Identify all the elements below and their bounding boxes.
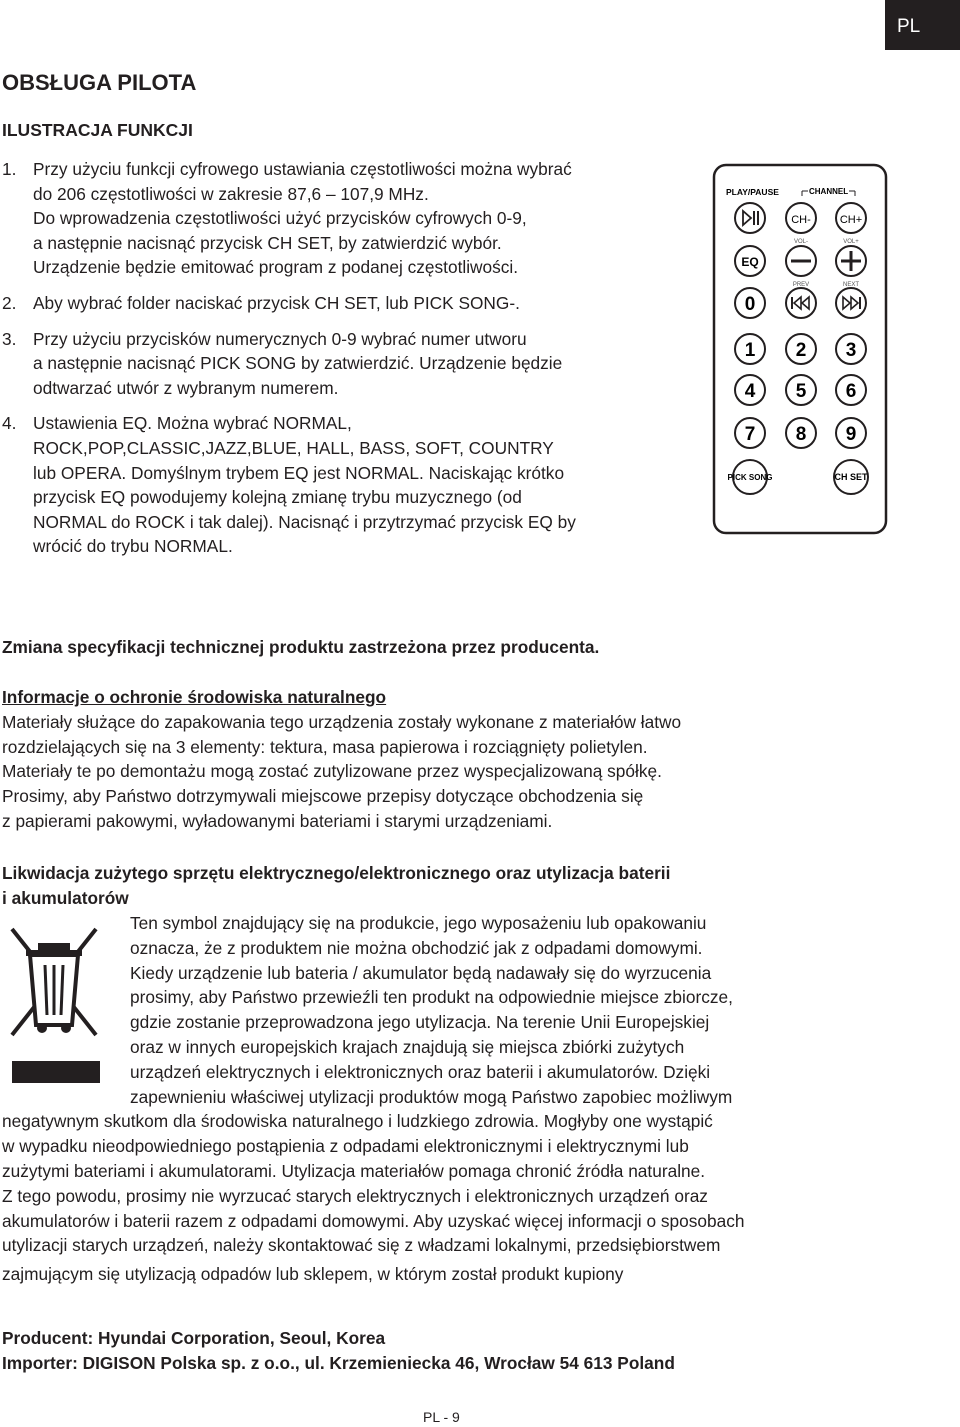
environment-heading: Informacje o ochronie środowiska naturalnego [2,687,387,707]
list-item-line: Aby wybrać folder naciskać przycisk CH SET, lub PICK SONG-. [33,292,520,313]
prev-button [786,288,816,318]
digit-9-label: 9 [845,424,857,445]
disposal-line: akumulatorów i baterii razem z odpadami domowymi. Aby uzyskać więcej informacji o sposobach [2,1210,745,1231]
list-item [2,291,702,316]
next-button [836,288,866,318]
disposal-line: prosimy, aby Państwo przewieźli ten produkt na odpowiednie miejsce zbiorcze, [130,987,733,1008]
list-item-number: 4. [2,413,17,434]
pick-song-button [728,460,773,494]
disposal-line: w wypadku nieodpowiedniego postąpienia z odpadami elektronicznymi i elektrycznymi lub [2,1136,689,1157]
list-item-line: przycisk EQ powodujemy kolejną zmianę trybu muzycznego (od [33,487,522,508]
next-label: NEXT [842,282,860,288]
eq-label: EQ [741,255,759,269]
disposal-heading [2,861,952,911]
digit-1-button [735,334,765,364]
section-title: OBSŁUGA PILOTA [2,70,197,95]
disposal-line: gdzie zostanie przeprowadzona jego utylizacja. Na terenie Unii Europejskiej [130,1012,710,1033]
disposal-line: Ten symbol znajdujący się na produkcie, jego wyposażeniu lub opakowaniu [130,913,707,933]
disposal-line: urządzeń elektrycznych i elektronicznych oraz baterii i akumulatorów. Dzięki [130,1061,711,1082]
list-item-line: ROCK,POP,CLASSIC,JAZZ,BLUE, HALL, BASS, SOFT, COUNTRY [33,437,554,458]
vol-plus-button [836,246,866,276]
digit-9-button [836,418,866,448]
ch-plus-label: CH+ [839,214,863,226]
environment-section [2,685,952,834]
list-item-line: Do wprowadzenia częstotliwości użyć przycisków cyfrowych 0-9, [33,208,527,229]
digit-1-label: 1 [744,340,756,361]
play-pause-button [735,203,765,233]
disposal-line: zużytymi bateriami i akumulatorami. Utylizacja materiałów pomaga chronić źródła naturalne. [2,1160,706,1181]
ch-minus-button [786,203,816,233]
disposal-line: oznacza, że z produktem nie można obchodzić jak z odpadami domowymi. [130,937,703,958]
digit-8-button [786,418,816,448]
channel-label: CHANNEL [809,187,849,196]
digit-5-button [786,375,816,405]
disposal-line: utylizacji starych urządzeń, należy skontaktować się z władzami lokalnymi, przedsiębiorstwem [2,1235,721,1256]
disposal-heading-line: Likwidacja zużytego sprzętu elektrycznego/elektronicznego oraz utylizacja baterii [2,863,671,883]
list-item-number: 2. [2,292,17,313]
disposal-text [2,911,952,1287]
vol-minus-label: VOL- [793,239,809,245]
list-item [2,157,702,280]
ch-plus-button [836,203,866,233]
disposal-line: zajmującym się utylizacją odpadów lub sklepem, w którym został produkt kupiony [2,1264,624,1285]
ch-set-label: CH SET [834,472,868,482]
prev-label: PREV [792,282,810,288]
ch-minus-label: CH- [791,214,811,226]
digit-5-label: 5 [795,381,807,402]
digit-8-label: 8 [795,424,807,445]
digit-3-label: 3 [845,340,857,361]
environment-line: rozdzielających się na 3 elementy: tektura, masa papierowa i rozciągnięty polietylen. [2,736,648,757]
environment-line: z papierami pakowymi, wyładowanymi bateriami i starymi urządzeniami. [2,810,553,831]
producer-line: Producent: Hyundai Corporation, Seoul, Korea [2,1328,386,1348]
producer-info [2,1326,675,1376]
vol-minus-button [786,246,816,276]
digit-2-button [786,334,816,364]
eq-button [735,246,765,276]
list-item [2,327,702,401]
digit-2-label: 2 [795,340,807,361]
digit-3-button [836,334,866,364]
vol-plus-label: VOL+ [843,239,859,245]
play-pause-label: PLAY/PAUSE [726,187,779,197]
environment-line: Materiały te po demontażu mogą zostać zutylizowane przez wyspecjalizowaną spółkę. [2,761,662,782]
list-item-line: do 206 częstotliwości w zakresie 87,6 – 107,9 MHz. [33,183,429,204]
digit-0-button [735,288,765,318]
list-item-line: lub OPERA. Domyślnym trybem EQ jest NORMAL. Naciskając krótko [33,462,565,483]
digit-4-button [735,375,765,405]
list-item-line: a następnie nacisnąć przycisk CH SET, by zatwierdzić wybór. [33,232,502,253]
list-item-number: 1. [2,159,17,179]
list-item-line: Przy użyciu przycisków numerycznych 0-9 wybrać numer utworu [33,328,527,349]
digit-7-button [735,418,765,448]
importer-line: Importer: DIGISON Polska sp. z o.o., ul. Krzemieniecka 46, Wrocław 54 613 Poland [2,1353,675,1373]
language-tab: PL [885,0,960,50]
list-item-line: a następnie nacisnąć PICK SONG by zatwierdzić. Urządzenie będzie [33,353,563,374]
list-item-line: Przy użyciu funkcji cyfrowego ustawiania częstotliwości można wybrać [33,159,572,179]
page-number: PL - 9 [423,1409,460,1425]
digit-4-label: 4 [744,381,756,402]
section-subtitle: ILUSTRACJA FUNKCJI [2,120,193,140]
digit-6-button [836,375,866,405]
list-item-line: wrócić do trybu NORMAL. [33,536,233,557]
remote-control-illustration [712,163,888,535]
spec-change-notice: Zmiana specyfikacji technicznej produktu zastrzeżona przez producenta. [2,637,600,657]
ch-set-button [834,460,868,494]
list-item-line: Urządzenie będzie emitować program z podanej częstotliwości. [33,257,519,278]
environment-line: Prosimy, aby Państwo dotrzymywali miejscowe przepisy dotyczące obchodzenia się [2,786,644,807]
list-item-line: odtwarzać utwór z wybranym numerem. [33,377,339,398]
pick-song-label: PICK SONG [727,473,773,482]
environment-line: Materiały służące do zapakowania tego urządzenia zostały wykonane z materiałów łatwo [2,711,682,732]
function-list [2,157,702,570]
list-item-number: 3. [2,328,17,349]
digit-7-label: 7 [744,424,756,445]
disposal-line: oraz w innych europejskich krajach znajdują się miejsca zbiórki zużytych [130,1036,685,1057]
disposal-line: zapewnieniu właściwej utylizacji produktów mogą Państwo zapobiec możliwym [130,1086,733,1107]
disposal-heading-line: i akumulatorów [2,887,129,908]
list-item-line: NORMAL do ROCK i tak dalej). Nacisnąć i przytrzymać przycisk EQ by [33,511,576,532]
list-item [2,411,702,559]
disposal-line: negatywnym skutkom dla środowiska naturalnego i ludzkiego zdrowia. Mogłyby one wystąpić [2,1111,713,1132]
disposal-line: Kiedy urządzenie lub bateria / akumulator będą nadawały się do wyrzucenia [130,962,712,983]
disposal-line: Z tego powodu, prosimy nie wyrzucać starych elektrycznych i elektronicznych urządzeń oraz [2,1185,708,1206]
digit-6-label: 6 [845,381,857,402]
digit-0-label: 0 [744,294,756,315]
list-item-line: Ustawienia EQ. Można wybrać NORMAL, [33,413,352,434]
